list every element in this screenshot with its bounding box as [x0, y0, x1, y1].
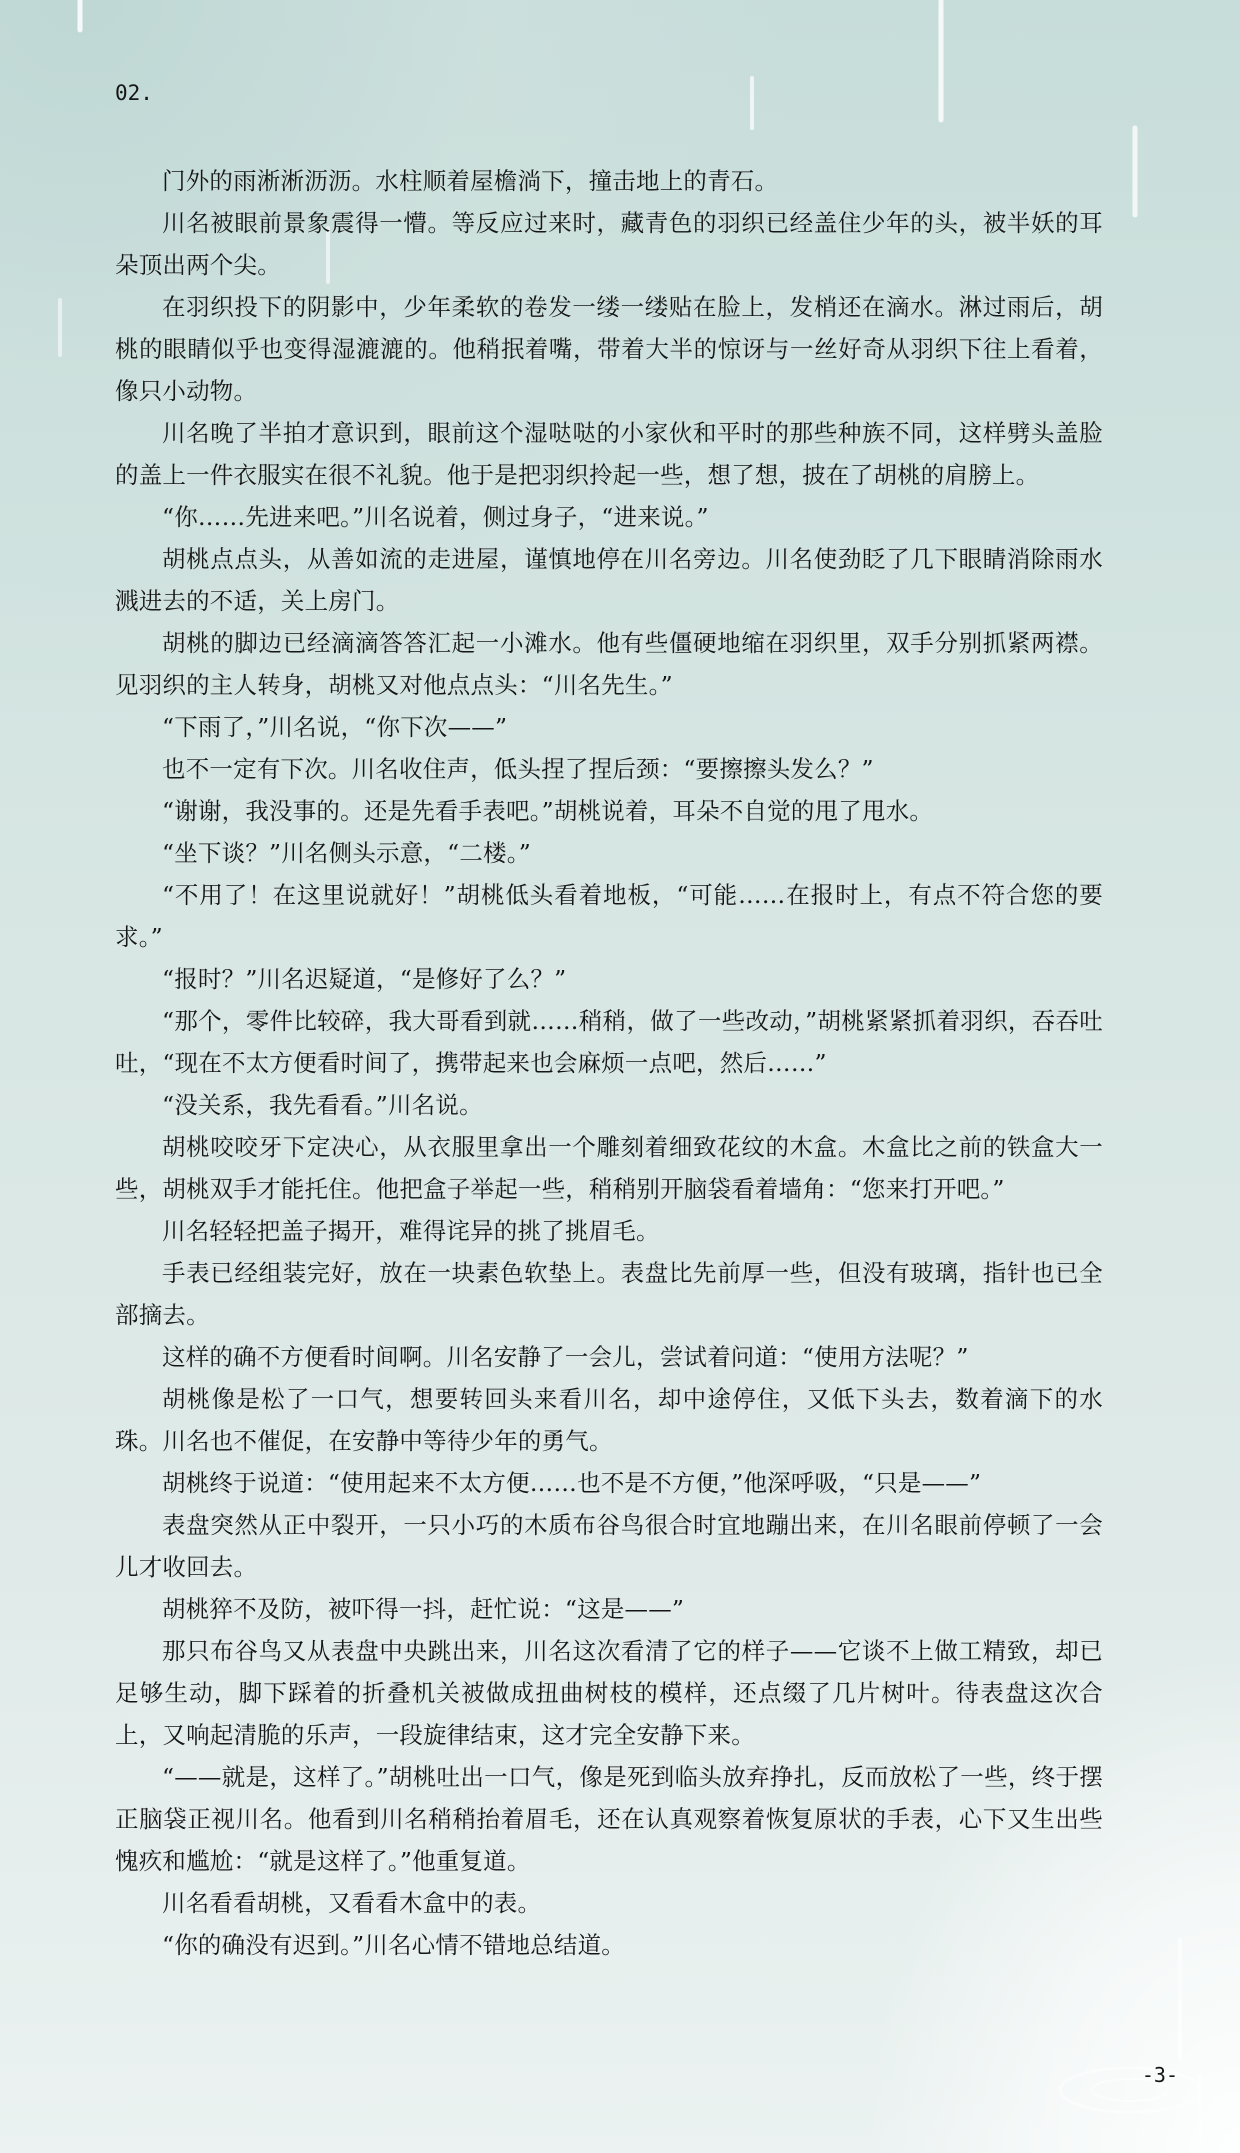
paragraph: 胡桃终于说道：“使用起来不太方便……也不是不方便，”他深呼吸，“只是——”: [162, 1469, 982, 1497]
paragraph: 川名轻轻把盖子揭开，难得诧异的挑了挑眉毛。: [162, 1217, 660, 1245]
paragraph: “——就是，这样了。”胡桃吐出一口气，像是死到临头放弃挣扎，反而放松了一些，终于摆正脑袋正视川名。他看到川名稍稍抬着眉毛，还在认真观察着恢复原状的手表，心下又生出些愧疚和尴尬：“就是这样了。”他重复道。: [115, 1763, 1103, 1875]
paragraph: 也不一定有下次。川名收住声，低头捏了捏后颈：“要擦擦头发么？”: [162, 755, 874, 783]
paragraph: 胡桃猝不及防，被吓得一抖，赶忙说：“这是——”: [162, 1595, 685, 1623]
paragraph: “坐下谈？”川名侧头示意，“二楼。”: [162, 839, 531, 867]
paragraph: “下雨了，”川名说，“你下次——”: [162, 713, 508, 741]
paragraph: “报时？”川名迟疑道，“是修好了么？”: [162, 965, 567, 993]
paragraph: “你的确没有迟到。”川名心情不错地总结道。: [162, 1931, 625, 1959]
document-page: [115, 78, 1103, 1966]
paragraph: “不用了！在这里说就好！”胡桃低头看着地板，“可能……在报时上，有点不符合您的要求。”: [115, 881, 1103, 951]
paragraph: 胡桃咬咬牙下定决心，从衣服里拿出一个雕刻着细致花纹的木盒。木盒比之前的铁盒大一些，胡桃双手才能托住。他把盒子举起一些，稍稍别开脑袋看着墙角：“您来打开吧。”: [115, 1133, 1103, 1203]
paragraph: 胡桃像是松了一口气，想要转回头来看川名，却中途停住，又低下头去，数着滴下的水珠。川名也不催促，在安静中等待少年的勇气。: [115, 1385, 1103, 1455]
paragraph: 门外的雨淅淅沥沥。水柱顺着屋檐淌下，撞击地上的青石。: [162, 167, 779, 195]
paragraph: “你……先进来吧。”川名说着，侧过身子，“进来说。”: [162, 503, 709, 531]
paragraph: 川名被眼前景象震得一懵。等反应过来时，藏青色的羽织已经盖住少年的头，被半妖的耳朵顶出两个尖。: [115, 209, 1103, 279]
paragraph: 川名晚了半拍才意识到，眼前这个湿哒哒的小家伙和平时的那些种族不同，这样劈头盖脸的盖上一件衣服实在很不礼貌。他于是把羽织拎起一些，想了想，披在了胡桃的肩膀上。: [115, 419, 1103, 489]
paragraph: “谢谢，我没事的。还是先看手表吧。”胡桃说着，耳朵不自觉的甩了甩水。: [162, 797, 934, 825]
page-number: -3-: [1141, 2063, 1178, 2087]
paragraph: 川名看看胡桃，又看看木盒中的表。: [162, 1889, 542, 1917]
paragraph: 这样的确不方便看时间啊。川名安静了一会儿，尝试着问道：“使用方法呢？”: [162, 1343, 969, 1371]
paragraph: 胡桃点点头，从善如流的走进屋，谨慎地停在川名旁边。川名使劲眨了几下眼睛消除雨水溅进去的不适，关上房门。: [115, 545, 1103, 615]
paragraph: 在羽织投下的阴影中，少年柔软的卷发一缕一缕贴在脸上，发梢还在滴水。淋过雨后，胡桃的眼睛似乎也变得湿漉漉的。他稍抿着嘴，带着大半的惊讶与一丝好奇从羽织下往上看着，像只小动物。: [115, 293, 1103, 405]
paragraph: “那个，零件比较碎，我大哥看到就……稍稍，做了一些改动，”胡桃紧紧抓着羽织，吞吞吐吐，“现在不太方便看时间了，携带起来也会麻烦一点吧，然后……”: [115, 1007, 1103, 1077]
paragraph: 手表已经组装完好，放在一块素色软垫上。表盘比先前厚一些，但没有玻璃，指针也已全部摘去。: [115, 1259, 1103, 1329]
paragraph: 表盘突然从正中裂开，一只小巧的木质布谷鸟很合时宜地蹦出来，在川名眼前停顿了一会儿才收回去。: [115, 1511, 1103, 1581]
paragraph: “没关系，我先看看。”川名说。: [162, 1091, 483, 1119]
chapter-heading: 02.: [115, 81, 153, 105]
paragraph: 胡桃的脚边已经滴滴答答汇起一小滩水。他有些僵硬地缩在羽织里，双手分别抓紧两襟。见羽织的主人转身，胡桃又对他点点头：“川名先生。”: [115, 629, 1103, 699]
paragraph: 那只布谷鸟又从表盘中央跳出来，川名这次看清了它的样子——它谈不上做工精致，却已足够生动，脚下踩着的折叠机关被做成扭曲树枝的模样，还点缀了几片树叶。待表盘这次合上，又响起清脆的乐声，一段旋律结束，这才完全安静下来。: [115, 1637, 1103, 1749]
